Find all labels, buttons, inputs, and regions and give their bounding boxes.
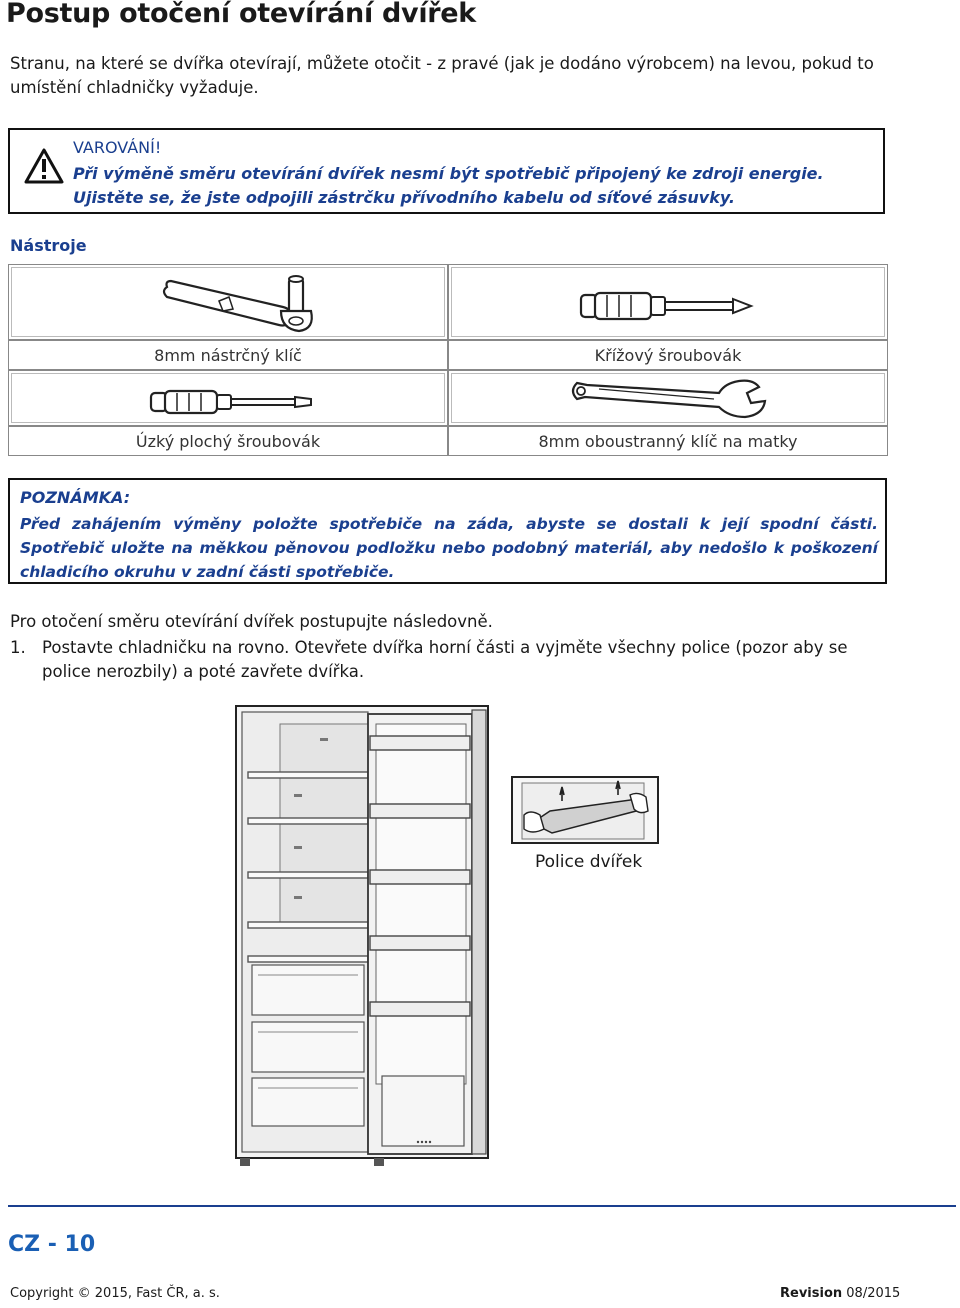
tools-heading: Nástroje	[10, 236, 87, 255]
warning-box	[8, 128, 885, 214]
tool-label: 8mm nástrčný klíč	[154, 346, 302, 365]
tool-label-cell	[448, 340, 888, 370]
tool-image-cell	[8, 264, 448, 340]
open-end-wrench-icon	[569, 377, 769, 421]
revision-value: 08/2015	[846, 1286, 901, 1301]
phillips-screwdriver-icon	[577, 287, 757, 323]
tool-label: Křížový šroubovák	[594, 346, 742, 365]
tool-label: Úzký plochý šroubovák	[135, 432, 321, 451]
tool-image-cell	[8, 370, 448, 426]
figure-caption: Police dvířek	[535, 852, 643, 872]
flat-screwdriver-icon	[149, 387, 319, 415]
step-text: Postavte chladničku na rovno. Otevřete dvířka horní části a vyjměte všechny police (pozor aby se police nerozbily) a poté zavřete dvířka.	[42, 638, 848, 681]
socket-wrench-icon	[159, 271, 319, 337]
page-number: CZ - 10	[8, 1232, 96, 1257]
step-number: 1.	[10, 638, 26, 657]
tool-label-cell	[8, 340, 448, 370]
tool-label: 8mm oboustranný klíč na matky	[538, 432, 798, 451]
note-text: Před zahájením výměny položte spotřebiče na záda, abyste se dostali k její spodní části. Spotřebič uložte na měkkou pěnovou podložku nebo podobný materiál, aby nedošlo k poškození chladicího okruhu v zadní části spotřebiče.	[20, 515, 878, 581]
tool-label-cell	[8, 426, 448, 456]
fridge-illustration	[232, 700, 502, 1170]
page-title: Postup otočení otevírání dvířek	[6, 0, 476, 29]
revision	[780, 1286, 900, 1301]
procedure-intro: Pro otočení směru otevírání dvířek postupujte následovně.	[10, 612, 493, 631]
warning-triangle-icon	[24, 148, 64, 184]
copyright: Copyright © 2015, Fast ČR, a. s.	[10, 1286, 220, 1301]
note-title: POZNÁMKA:	[20, 488, 131, 507]
intro-paragraph: Stranu, na které se dvířka otevírají, můžete otočit - z pravé (jak je dodáno výrobcem) na levou, pokud to umístění chladničky vyžaduje.	[10, 54, 874, 97]
note-box	[8, 478, 887, 584]
tool-label-cell	[448, 426, 888, 456]
tool-image-cell	[448, 264, 888, 340]
footer-divider	[8, 1205, 956, 1207]
warning-text: Při výměně směru otevírání dvířek nesmí být spotřebič připojený ke zdroji energie. Ujistěte se, že jste odpojili zástrčku přívodního kabelu od síťové zásuvky.	[73, 164, 824, 207]
revision-label: Revision	[780, 1286, 843, 1301]
warning-title: VAROVÁNÍ!	[73, 138, 162, 157]
tool-image-cell	[448, 370, 888, 426]
door-shelf-detail-figure	[510, 775, 660, 845]
